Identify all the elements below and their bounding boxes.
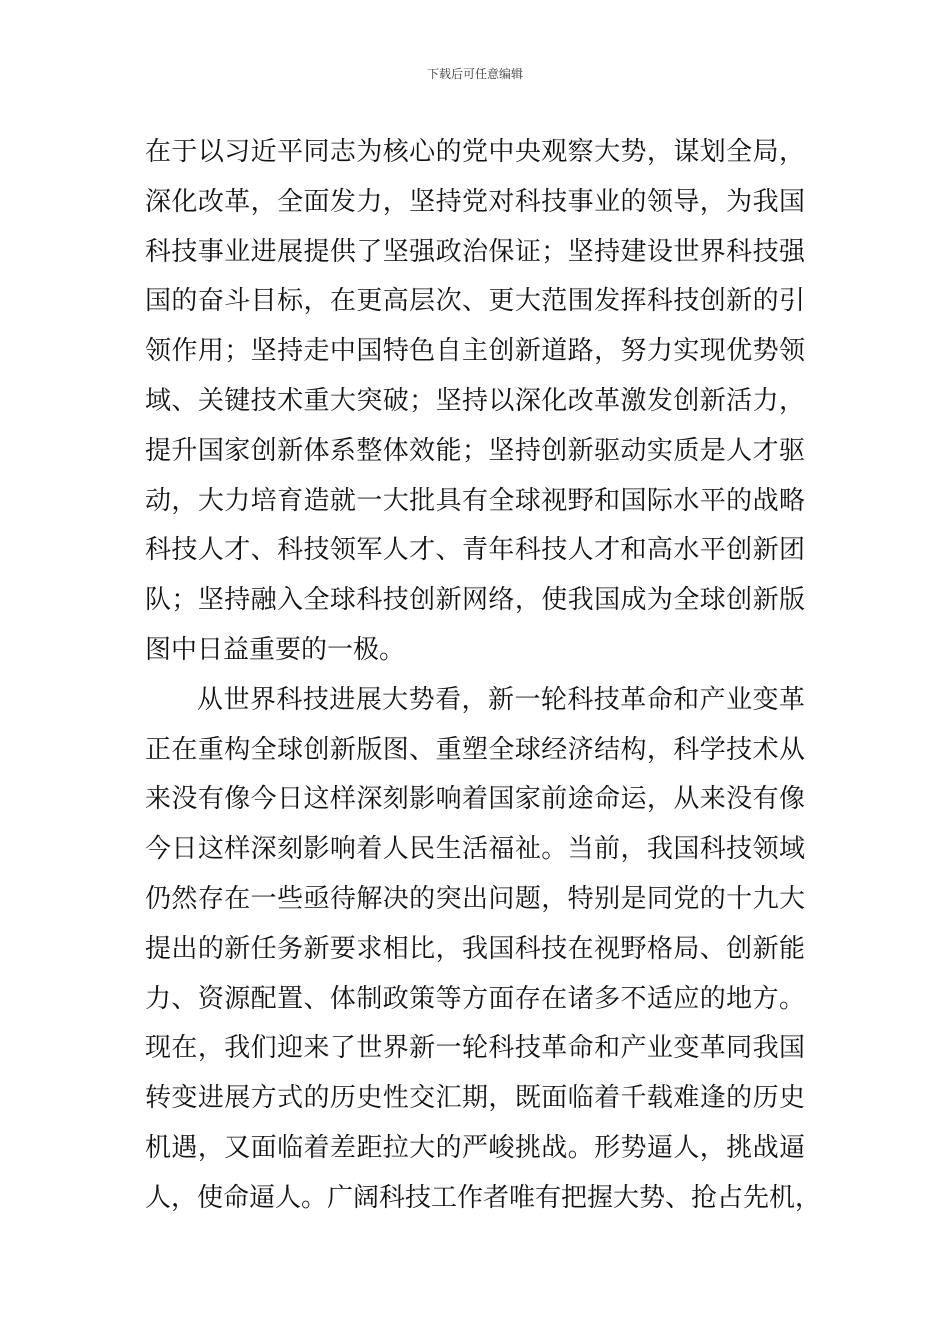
text-line: 在于以习近平同志为核心的党中央观察大势，谋划全局，: [145, 137, 805, 167]
text-line: 力、资源配置、体制政策等方面存在诸多不适应的地方。: [145, 983, 805, 1014]
text-line: 深化改革，全面发力，坚持党对科技事业的领导，为我国: [145, 186, 805, 217]
text-line: 域、关键技术重大突破；坚持以深化改革激发创新活力，: [145, 385, 805, 416]
text-line: 现在，我们迎来了世界新一轮科技革命和产业变革同我国: [145, 1033, 805, 1064]
text-line: 来没有像今日这样深刻影响着国家前途命运，从来没有像: [145, 784, 805, 815]
paragraph-1: [145, 128, 805, 676]
text-line: 今日这样深刻影响着人民生活福祉。当前，我国科技领域: [145, 834, 805, 865]
text-line: 领作用；坚持走中国特色自主创新道路，努力实现优势领: [145, 336, 805, 367]
text-line: 动，大力培育造就一大批具有全球视野和国际水平的战略: [145, 485, 805, 516]
document-body: [145, 128, 822, 1224]
text-line: 人，使命逼人。广阔科技工作者唯有把握大势、抢占先机，: [145, 1182, 822, 1213]
text-line: 提升国家创新体系整体效能；坚持创新驱动实质是人才驱: [145, 435, 805, 466]
paragraph-2: [145, 676, 822, 1224]
text-line: 机遇，又面临着差距拉大的严峻挑战。形势逼人，挑战逼: [145, 1132, 805, 1163]
text-line: 正在重构全球创新版图、重塑全球经济结构，科学技术从: [145, 734, 805, 765]
page-header-note: 下载后可任意编辑: [426, 67, 523, 81]
text-line: 提出的新任务新要求相比，我国科技在视野格局、创新能: [145, 933, 805, 964]
text-line: 从世界科技进展大势看，新一轮科技革命和产业变革: [197, 684, 805, 715]
text-line: 国的奋斗目标，在更高层次、更大范围发挥科技创新的引: [145, 286, 805, 317]
text-line: 图中日益重要的一极。: [145, 634, 406, 665]
text-line: 科技人才、科技领军人才、青年科技人才和高水平创新团: [145, 535, 805, 566]
text-line: 仍然存在一些亟待解决的突出问题，特别是同党的十九大: [145, 883, 805, 914]
text-line: 转变进展方式的历史性交汇期，既面临着千载难逢的历史: [145, 1083, 805, 1114]
text-line: 队；坚持融入全球科技创新网络，使我国成为全球创新版: [145, 585, 805, 616]
text-line: 科技事业进展提供了坚强政治保证；坚持建设世界科技强: [145, 236, 805, 267]
